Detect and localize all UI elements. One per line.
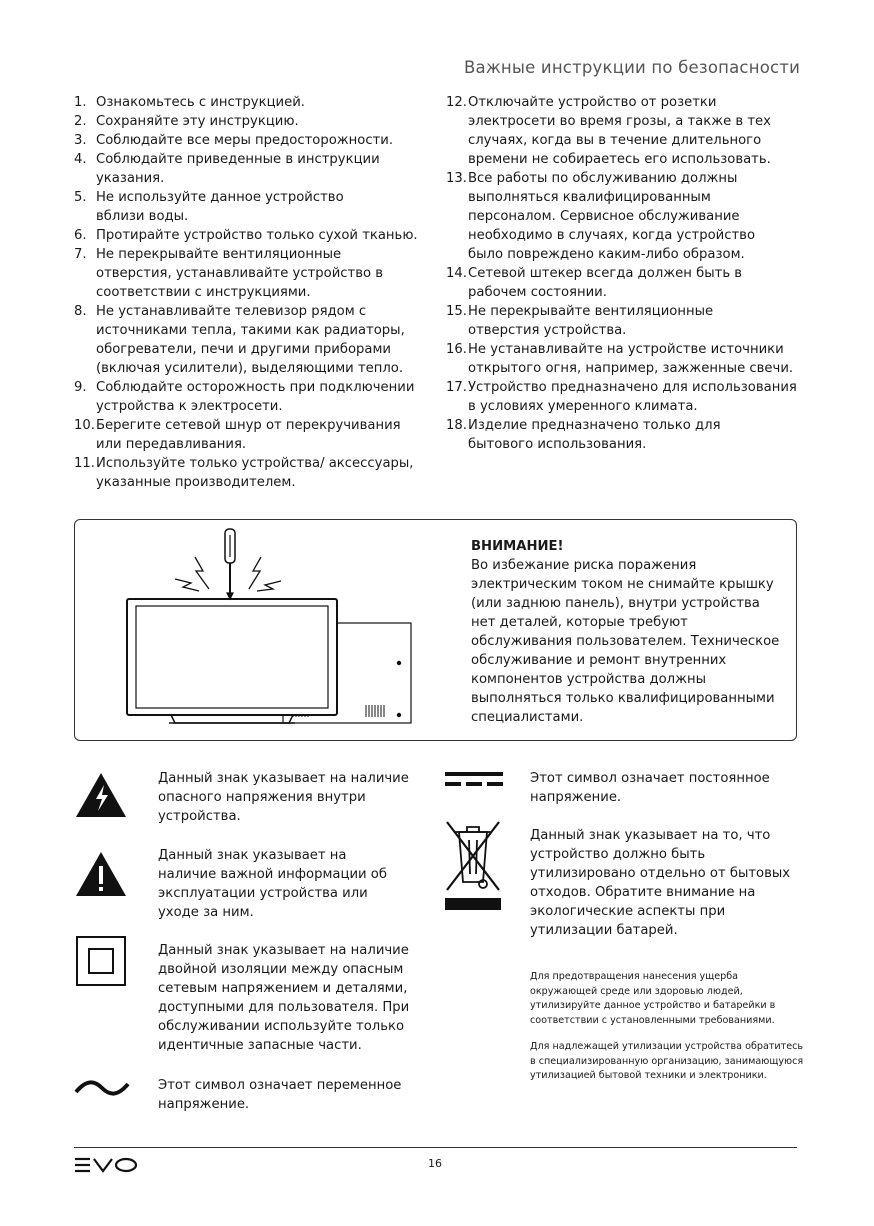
list-item [74,112,444,131]
list-item [446,93,806,169]
item-number: 4. [74,152,87,167]
item-number: 18. [446,418,467,433]
double-insulation-text: Данный знак указывает на наличие двойной изоляции между опасным сетевым напряжением и деталями, доступными для пользователя. При обслуживании используйте только идентичные запасные части. [158,943,410,1053]
item-number: 8. [74,304,87,319]
instruction-list-left [74,93,444,492]
item-text: Не перекрывайте вентиляционные отверстия, устанавливайте устройство в соответствии с инструкциями. [96,247,384,300]
item-number: 1. [74,95,87,110]
list-item [74,378,444,416]
item-text: Ознакомьтесь с инструкцией. [96,95,305,110]
item-number: 14. [446,266,467,281]
item-text: Соблюдайте все меры предосторожности. [96,133,394,148]
item-number: 10. [74,418,95,433]
list-item [74,302,444,378]
item-text: Устройство предназначено для использования в условиях умеренного климата. [468,380,797,414]
disposal-note-1: Для предотвращения нанесения ущерба окружающей среде или здоровью людей, утилизируйте данное устройство и батарейки в соответствии с установленными требованиями. [530,971,776,1026]
item-number: 3. [74,133,87,148]
item-text: Сетевой штекер всегда должен быть в рабочем состоянии. [468,266,743,300]
list-item [74,245,444,302]
list-item [74,454,444,492]
exclamation-symbol-text: Данный знак указывает на наличие важной информации об эксплуатации устройства или уходе за ним. [158,848,388,920]
list-item [446,169,806,264]
lightning-warning-icon [74,771,128,819]
double-insulation-icon [76,936,126,986]
page-header-title: Важные инструкции по безопасности [463,58,800,77]
exclamation-warning-icon [74,850,128,898]
item-text: Соблюдайте приведенные в инструкции указания. [96,152,380,186]
disposal-note-2: Для надлежащей утилизации устройства обратитесь в специализированную организацию, занимающуюся утилизацией бытовой техники и электроники. [530,1041,804,1081]
item-text: Все работы по обслуживанию должны выполняться квалифицированным персоналом. Сервисное обслуживание необходимо в случаях, когда устройство было повреждено каким-либо образом. [468,171,756,262]
item-text: Используйте только устройства/ аксессуары, указанные производителем. [96,456,414,490]
item-number: 17. [446,380,467,395]
item-text: Не перекрывайте вентиляционные отверстия устройства. [468,304,714,338]
item-text: Берегите сетевой шнур от перекручивания или передавливания. [96,418,401,452]
item-text: Изделие предназначено только для бытового использования. [468,418,721,452]
item-text: Соблюдайте осторожность при подключении устройства к электросети. [96,380,415,414]
crossed-bin-icon [443,818,503,912]
list-item [446,302,806,340]
item-number: 5. [74,190,87,205]
dc-voltage-icon [445,772,505,790]
lightning-symbol-text: Данный знак указывает на наличие опасного напряжения внутри устройства. [158,771,409,824]
warning-title: ВНИМАНИЕ! [471,539,564,554]
instruction-list-right [446,93,806,454]
weee-symbol-text: Данный знак указывает на то, что устройство должно быть утилизировано отдельно от бытовых отходов. Обратите внимание на экологические аспекты при утилизации батарей. [530,828,791,938]
list-item [446,416,806,454]
warning-text [471,537,781,727]
tv-illustration-icon [123,523,423,733]
warning-box [74,519,797,741]
item-number: 2. [74,114,87,129]
item-number: 12. [446,95,467,110]
item-text: Не устанавливайте на устройстве источники открытого огня, например, зажженные свечи. [468,342,794,376]
list-item [74,416,444,454]
footer-divider [74,1147,797,1148]
item-number: 15. [446,304,467,319]
list-item [446,264,806,302]
warning-body: Во избежание риска поражения электрическим током не снимайте крышку (или заднюю панель), внутри устройства нет деталей, которые требуют обслуживания пользователем. Техническое обслуживание и ремонт внутренних компонентов устройства должны выполняться только квалифицированными специалистами. [471,558,780,725]
item-text: Не устанавливайте телевизор рядом с источниками тепла, такими как радиаторы, обогреватели, печи и другими приборами (включая усилители), выделяющими тепло. [96,304,405,376]
page-number: 16 [428,1157,442,1170]
list-item [74,150,444,188]
ac-symbol-text: Этот символ означает переменное напряжение. [158,1078,402,1112]
list-item [446,340,806,378]
item-number: 6. [74,228,87,243]
item-number: 9. [74,380,87,395]
list-item [74,93,444,112]
item-number: 7. [74,247,87,262]
evo-logo-icon [74,1156,138,1174]
item-text: Протирайте устройство только сухой тканью. [96,228,418,243]
dc-symbol-text: Этот символ означает постоянное напряжение. [530,771,770,805]
item-text: Отключайте устройство от розетки электросети во время грозы, а также в тех случаях, когда вы в течение длительного времени не собираетесь его использовать. [468,95,771,167]
ac-voltage-icon [74,1078,130,1098]
item-text: Сохраняйте эту инструкцию. [96,114,299,129]
item-number: 16. [446,342,467,357]
list-item [74,131,444,150]
list-item [74,188,444,226]
item-text: Не используйте данное устройство вблизи воды. [96,190,344,224]
list-item [74,226,444,245]
list-item [446,378,806,416]
item-number: 13. [446,171,467,186]
item-number: 11. [74,456,95,471]
